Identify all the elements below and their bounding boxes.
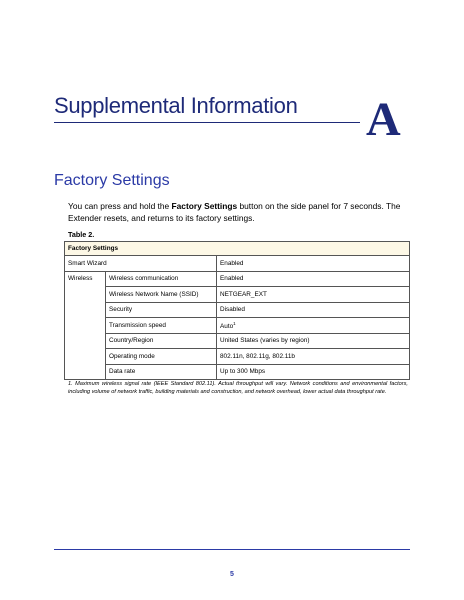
setting-value: Disabled (217, 302, 410, 318)
footnote-marker: 1 (233, 320, 236, 326)
setting-value: Enabled (217, 256, 410, 272)
setting-label: Data rate (106, 364, 217, 380)
factory-settings-table (64, 241, 410, 380)
table-caption: Table 2. (68, 230, 95, 239)
title-divider (54, 122, 360, 123)
table-header-cell: Factory Settings (65, 242, 410, 256)
setting-value: Up to 300 Mbps (217, 364, 410, 380)
table-row (65, 256, 410, 272)
setting-value: NETGEAR_EXT (217, 287, 410, 303)
footnote: 1. Maximum wireless signal rate (IEEE Standard 802.11). Actual throughput will vary. Network conditions and environmental factors, including volume of network traffic, building materials and construction, and network overhead, lower actual data throughput rate. (68, 381, 408, 395)
section-title: Factory Settings (54, 172, 170, 189)
body-text-end: button on the side panel for 7 seconds. The Extender resets, and returns to its factory settings. (68, 201, 401, 223)
table-row (65, 302, 410, 318)
setting-label: Security (106, 302, 217, 318)
chapter-title: Supplemental Information (54, 93, 298, 118)
setting-value: 802.11n, 802.11g, 802.11b (217, 349, 410, 365)
table-row (65, 287, 410, 303)
footer-divider (54, 549, 410, 550)
table-row (65, 271, 410, 287)
setting-value: Auto (220, 322, 234, 330)
setting-label: Smart Wizard (65, 256, 217, 272)
setting-label: Transmission speed (106, 318, 217, 334)
appendix-letter: A (366, 93, 401, 146)
setting-value: Enabled (217, 271, 410, 287)
table-row (65, 364, 410, 380)
table-row (65, 333, 410, 349)
table-row (65, 349, 410, 365)
setting-label: Wireless communication (106, 271, 217, 287)
body-text-start: You can press and hold the (68, 201, 172, 211)
factory-settings-table-wrapper (64, 241, 410, 380)
body-text-bold: Factory Settings (171, 201, 238, 211)
body-paragraph (68, 200, 408, 224)
setting-label: Wireless Network Name (SSID) (106, 287, 217, 303)
setting-label: Country/Region (106, 333, 217, 349)
table-header-row (65, 242, 410, 256)
setting-label: Operating mode (106, 349, 217, 365)
group-label: Wireless (65, 271, 106, 380)
setting-value-cell (217, 318, 410, 334)
table-row (65, 318, 410, 334)
page-number: 5 (230, 571, 234, 578)
setting-value: United States (varies by region) (217, 333, 410, 349)
